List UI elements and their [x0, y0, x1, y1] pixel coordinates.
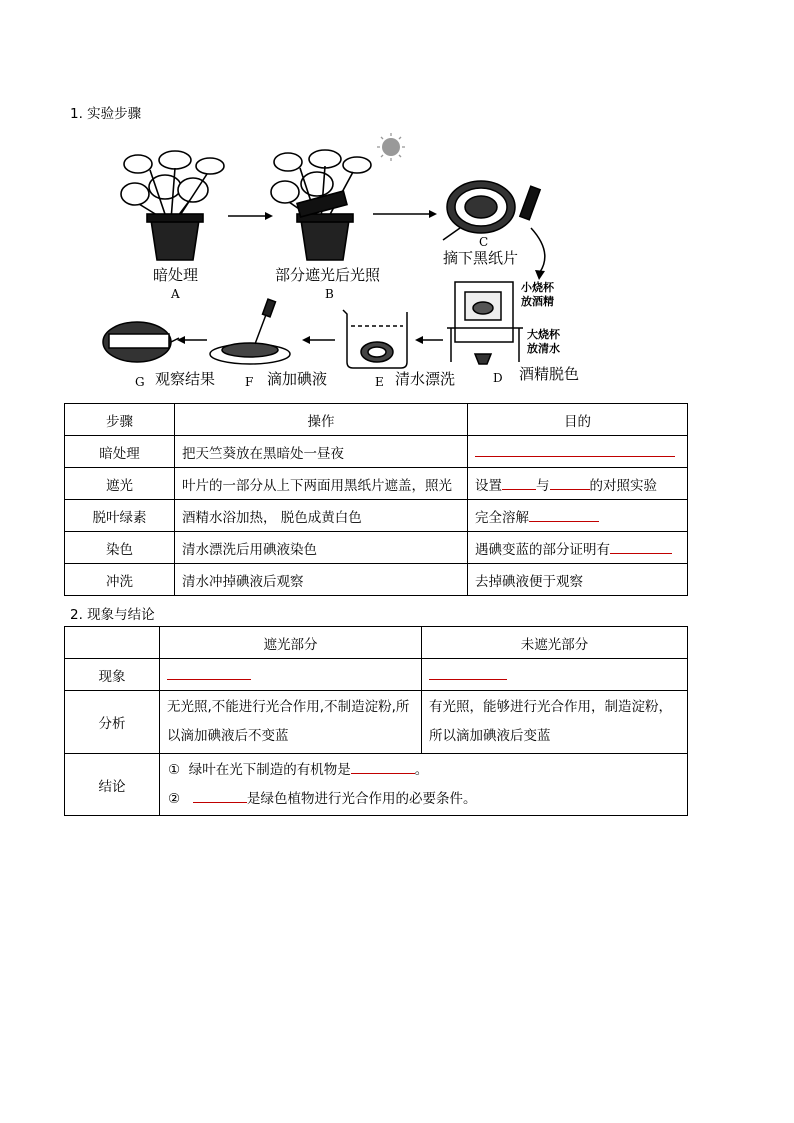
- conclusion-2: ② 是绿色植物进行光合作用的必要条件。: [168, 785, 680, 814]
- letter-a: A: [171, 287, 180, 301]
- answer-blank[interactable]: [167, 665, 251, 680]
- table-row: [65, 436, 688, 468]
- phenomenon-lit-cell: [422, 659, 688, 691]
- label-e: 清水漂洗: [395, 370, 456, 388]
- table-row: [65, 659, 688, 691]
- section-title-results: 2. 现象与结论: [70, 607, 155, 623]
- water-bath-illustration: [447, 282, 523, 364]
- letter-f: F: [245, 375, 254, 389]
- operation-cell: 叶片的一部分从上下两面用黑纸片遮盖，照光: [175, 468, 468, 500]
- arrow-f-g: [177, 336, 207, 344]
- arrow-c-d: [531, 228, 545, 280]
- phenomenon-shaded-cell: [160, 659, 422, 691]
- answer-blank[interactable]: [429, 665, 507, 680]
- answer-blank[interactable]: [351, 759, 415, 774]
- analysis-lit-cell: 有光照，能够进行光合作用，制造淀粉，所以滴加碘液后变蓝: [422, 691, 688, 754]
- purpose-cell: 设置 与 的对照实验: [468, 468, 688, 500]
- table-row: [65, 754, 688, 816]
- table-row: [65, 564, 688, 596]
- answer-blank[interactable]: [193, 788, 247, 803]
- label-d-small-cup: 小烧杯: [521, 281, 554, 294]
- step-cell: 脱叶绿素: [65, 500, 175, 532]
- label-c: 摘下黑纸片: [443, 249, 519, 267]
- letter-g: G: [135, 375, 145, 389]
- table-header-row: [65, 404, 688, 436]
- step-cell: 冲洗: [65, 564, 175, 596]
- row-analysis-label: 分析: [65, 691, 160, 754]
- plant-b-illustration: [271, 150, 371, 260]
- conclusion-1: ① 绿叶在光下制造的有机物是 。: [168, 756, 680, 785]
- arrow-b-c: [373, 210, 437, 218]
- conclusion-cell: [160, 754, 688, 816]
- table-row: [65, 691, 688, 754]
- experiment-diagram: [95, 132, 595, 392]
- header-lit: 未遮光部分: [422, 627, 688, 659]
- operation-cell: 把天竺葵放在黑暗处一昼夜: [175, 436, 468, 468]
- header-shaded: 遮光部分: [160, 627, 422, 659]
- operation-cell: 清水冲掉碘液后观察: [175, 564, 468, 596]
- label-a: 暗处理: [153, 266, 199, 284]
- header-step: 步骤: [65, 404, 175, 436]
- header-operation: 操作: [175, 404, 468, 436]
- purpose-cell: 遇碘变蓝的部分证明有: [468, 532, 688, 564]
- label-d: 酒精脱色: [519, 365, 580, 383]
- table-header-row: [65, 627, 688, 659]
- purpose-cell: [468, 436, 688, 468]
- answer-blank[interactable]: [550, 475, 590, 490]
- answer-blank[interactable]: [610, 539, 672, 554]
- answer-blank[interactable]: [502, 475, 536, 490]
- header-purpose: 目的: [468, 404, 688, 436]
- steps-table: [64, 403, 688, 596]
- operation-cell: 清水漂洗后用碘液染色: [175, 532, 468, 564]
- leaf-c-illustration: [443, 181, 540, 240]
- letter-b: B: [325, 287, 334, 301]
- analysis-shaded-cell: 无光照,不能进行光合作用,不制造淀粉,所以滴加碘液后不变蓝: [160, 691, 422, 754]
- table-row: [65, 468, 688, 500]
- answer-blank[interactable]: [475, 442, 675, 457]
- step-cell: 染色: [65, 532, 175, 564]
- letter-c: C: [479, 235, 489, 249]
- label-d-big-cup: 大烧杯: [527, 328, 560, 341]
- results-table: [64, 626, 688, 816]
- purpose-cell: 完全溶解: [468, 500, 688, 532]
- section-title-steps: 1. 实验步骤: [70, 106, 142, 122]
- sun-icon: [377, 133, 405, 161]
- arrow-d-e: [415, 336, 443, 344]
- label-f: 滴加碘液: [267, 370, 328, 388]
- table-row: [65, 500, 688, 532]
- answer-blank[interactable]: [529, 507, 599, 522]
- label-d-big-content: 放清水: [527, 342, 560, 355]
- row-phenomenon-label: 现象: [65, 659, 160, 691]
- petri-dish-illustration: [210, 299, 290, 364]
- letter-d: D: [493, 371, 503, 385]
- step-cell: 遮光: [65, 468, 175, 500]
- arrow-e-f: [302, 336, 335, 344]
- letter-e: E: [375, 375, 384, 389]
- label-b: 部分遮光后光照: [275, 266, 381, 284]
- plant-a-illustration: [121, 151, 224, 260]
- row-conclusion-label: 结论: [65, 754, 160, 816]
- beaker-illustration: [343, 310, 407, 368]
- step-cell: 暗处理: [65, 436, 175, 468]
- table-row: [65, 532, 688, 564]
- purpose-cell: 去掉碘液便于观察: [468, 564, 688, 596]
- label-d-small-content: 放酒精: [521, 295, 554, 308]
- arrow-a-b: [228, 212, 273, 220]
- operation-cell: 酒精水浴加热， 脱色成黄白色: [175, 500, 468, 532]
- result-leaf-illustration: [103, 322, 179, 362]
- label-g: 观察结果: [155, 370, 216, 388]
